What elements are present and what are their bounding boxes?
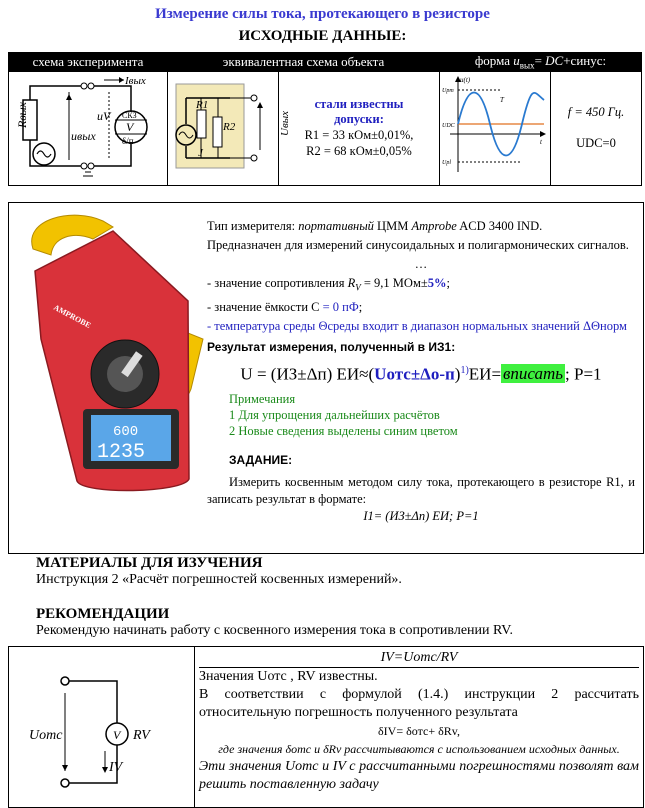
upl-label: Upl	[442, 159, 451, 166]
frequency-value: f = 450 Гц.	[567, 105, 625, 120]
device-description	[207, 217, 635, 525]
waveform-graph	[440, 72, 550, 180]
recommendations-title: РЕКОМЕНДАЦИИ	[36, 606, 170, 622]
initial-data-table	[8, 52, 642, 186]
clamp-meter-image	[13, 209, 203, 499]
ellipsis: …	[414, 257, 428, 271]
task-text: Измерить косвенным методом силу тока, протекающего в резисторе R1, и записать результат в формате:	[207, 475, 635, 507]
r2-label: R2	[223, 120, 236, 133]
period-label: T	[500, 95, 504, 104]
lcd-top-value: 600	[113, 424, 139, 440]
r1-value: R1 = 33 кОм±0,01%,	[304, 128, 414, 143]
iv-formula: IV=Uотс/RV	[199, 649, 639, 668]
instruction-line: В соответствии с формулой (1.4.) инструкции 2 рассчитать относительную погрешность полученного результата	[199, 687, 639, 720]
equivalent-scheme-cell	[168, 71, 291, 185]
rv-label: RV	[133, 728, 150, 743]
mode-label: δ/п	[122, 135, 134, 146]
device-type-line: Тип измерителя: портативный ЦММ Amprobe ACD 3400 IND.	[207, 219, 543, 233]
uvyh-label: uвых	[71, 128, 96, 143]
r2-value: R2 = 68 кОм±0,05%	[306, 144, 412, 159]
materials-title: МАТЕРИАЛЫ ДЛЯ ИЗУЧЕНИЯ	[36, 555, 263, 571]
temperature-line: - температура среды Θсреды входит в диапазон нормальных значений ΔΘнорм	[207, 318, 627, 333]
result-title: Результат измерения, полученный в ИЗ1:	[207, 339, 456, 354]
frequency-cell	[551, 71, 642, 185]
header-waveform: форма $u_{вых}=$ DC+синус:	[440, 53, 642, 72]
rvyh-label: Rвых	[15, 101, 29, 128]
rv-circuit-diagram	[29, 673, 179, 793]
t-axis-label: t	[540, 137, 542, 146]
experiment-scheme-cell	[9, 71, 168, 185]
header-equivalent-scheme: эквивалентная схема объекта	[168, 53, 440, 72]
udc-axis-label: UDC	[442, 122, 455, 129]
ivyh-label: Iвых	[125, 74, 146, 87]
udc-value: UDC=0	[576, 136, 616, 151]
uotc-label: Uотс	[29, 728, 63, 743]
v-label: V	[126, 119, 134, 134]
materials-text: Инструкция 2 «Расчёт погрешностей косвенных измерений».	[36, 572, 402, 587]
tolerances-cell	[279, 71, 440, 185]
page-title: Измерение силы тока, протекающего в резисторе	[155, 6, 490, 22]
calculation-text	[199, 649, 639, 794]
j-label: J	[198, 146, 203, 159]
error-components-line: где значения δотс и δRv рассчитываются с использованием исходных данных.	[218, 742, 620, 756]
equivalent-circuit-diagram	[168, 72, 291, 180]
meter-brand-label: AMPROBE	[52, 302, 93, 330]
conclusion-line: Эти значения Uотс и IV с рассчитанными погрешностями позволят вам решить поставленную задачу	[199, 759, 639, 792]
known-values-line: Значения Uотс , RV известны.	[199, 669, 378, 684]
device-info-box	[8, 202, 644, 554]
error-formula: δIV= δотс+ δRv,	[378, 724, 460, 738]
v-meter-label: V	[113, 728, 121, 742]
uv-label: uV	[97, 108, 111, 123]
lcd-main-value: 1235	[97, 441, 146, 464]
result-formula: U = (ИЗ±Δп) ЕИ≈(Uотс±Δо-п)$^{1)}$ЕИ= вписать ; P=1	[240, 364, 602, 384]
materials-section	[36, 555, 636, 588]
recommendations-section	[36, 606, 636, 639]
r1-label: R1	[196, 98, 209, 111]
ut-label: u(t)	[460, 75, 471, 84]
ckz-label: СКЗ	[122, 110, 137, 120]
recommendations-text: Рекомендую начинать работу с косвенного измерения тока в сопротивлении RV.	[36, 623, 514, 638]
tolerance-heading: стали известны допуски:	[314, 97, 404, 127]
uvyh2-label: Uвых	[279, 110, 291, 136]
calculation-box	[8, 646, 644, 808]
upm-label: Upm	[442, 87, 454, 94]
experiment-circuit-diagram	[9, 72, 167, 180]
header-experiment-scheme: схема эксперимента	[9, 53, 168, 72]
notes: Примечания 1 Для упрощения дальнейших расчётов 2 Новые сведения выделены синим цветом	[229, 392, 458, 439]
cv-line: - значение ёмкости С = 0 пФ;	[207, 299, 363, 314]
iv-label: IV	[109, 760, 123, 775]
task-format: I1= (ИЗ±Δп) ЕИ; P=1	[363, 509, 479, 524]
section-heading-initial-data: ИСХОДНЫЕ ДАННЫЕ:	[238, 28, 407, 44]
rv-line: - значение сопротивления $R_V = 9,1$ МОм±5%;	[207, 276, 450, 293]
device-purpose-line: Предназначен для измерений синусоидальных и полигармонических сигналов.	[207, 238, 629, 252]
task-title: ЗАДАНИЕ:	[229, 453, 293, 468]
waveform-cell	[440, 71, 551, 185]
